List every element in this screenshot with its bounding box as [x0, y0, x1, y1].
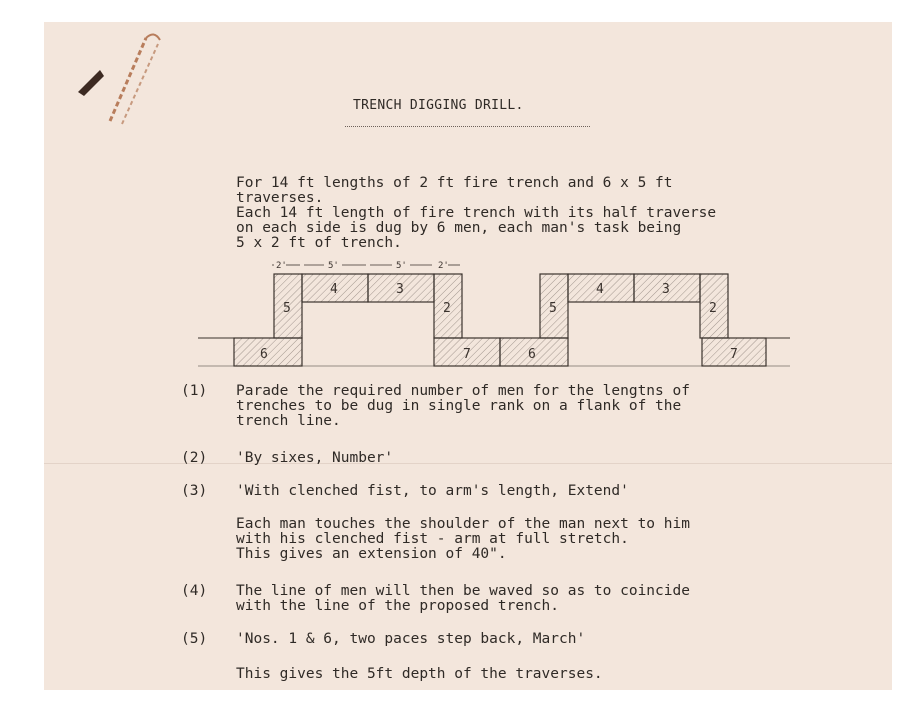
- step-text: 'Nos. 1 & 6, two paces step back, March': [236, 631, 586, 647]
- page-title: TRENCH DIGGING DRILL.: [353, 98, 524, 113]
- trench-diagram: [150, 232, 810, 372]
- task-number: 2: [709, 301, 717, 316]
- task-number: 4: [330, 282, 338, 297]
- task-number: 4: [596, 282, 604, 297]
- step-number: (3): [181, 483, 208, 499]
- dim-label: 5': [396, 261, 407, 271]
- intro-line: 5 x 2 ft of trench.: [236, 235, 402, 251]
- task-number: 7: [463, 347, 471, 362]
- note-text: Each man touches the shoulder of the man next to him: [236, 516, 690, 532]
- task-number: 3: [396, 282, 404, 297]
- note-text: This gives an extension of 40".: [236, 546, 507, 562]
- intro-line: For 14 ft lengths of 2 ft fire trench and 6 x 5 ft: [236, 175, 673, 191]
- intro-line: on each side is dug by 6 men, each man's task being: [236, 220, 682, 236]
- dim-label: 2': [276, 261, 287, 271]
- task-number: 6: [528, 347, 536, 362]
- task-number: 7: [730, 347, 738, 362]
- task-number: 5: [549, 301, 557, 316]
- step-text: trenches to be dug in single rank on a flank of the: [236, 398, 682, 414]
- step-text: with the line of the proposed trench.: [236, 598, 560, 614]
- title-underline: [345, 126, 590, 127]
- paperclip-stain-icon: [70, 26, 180, 136]
- step-text: The line of men will then be waved so as to coincide: [236, 583, 690, 599]
- dim-label: 5': [328, 261, 339, 271]
- step-text: trench line.: [236, 413, 341, 429]
- dim-label: 2': [438, 261, 449, 271]
- step-text: Parade the required number of men for the lengtns of: [236, 383, 690, 399]
- intro-line: Each 14 ft length of fire trench with its half traverse: [236, 205, 717, 221]
- task-number: 2: [443, 301, 451, 316]
- note-text: with his clenched fist - arm at full stretch.: [236, 531, 629, 547]
- trench-block-6: [234, 338, 302, 366]
- fold-crease: [44, 463, 892, 464]
- step-text: 'By sixes, Number': [236, 450, 394, 466]
- step-number: (1): [181, 383, 208, 399]
- step-number: (5): [181, 631, 208, 647]
- step-number: (2): [181, 450, 208, 466]
- intro-line: traverses.: [236, 190, 324, 206]
- note-text: This gives the 5ft depth of the traverses.: [236, 666, 603, 682]
- task-number: 5: [283, 301, 291, 316]
- task-number: 3: [662, 282, 670, 297]
- step-number: (4): [181, 583, 208, 599]
- step-text: 'With clenched fist, to arm's length, Extend': [236, 483, 629, 499]
- task-number: 6: [260, 347, 268, 362]
